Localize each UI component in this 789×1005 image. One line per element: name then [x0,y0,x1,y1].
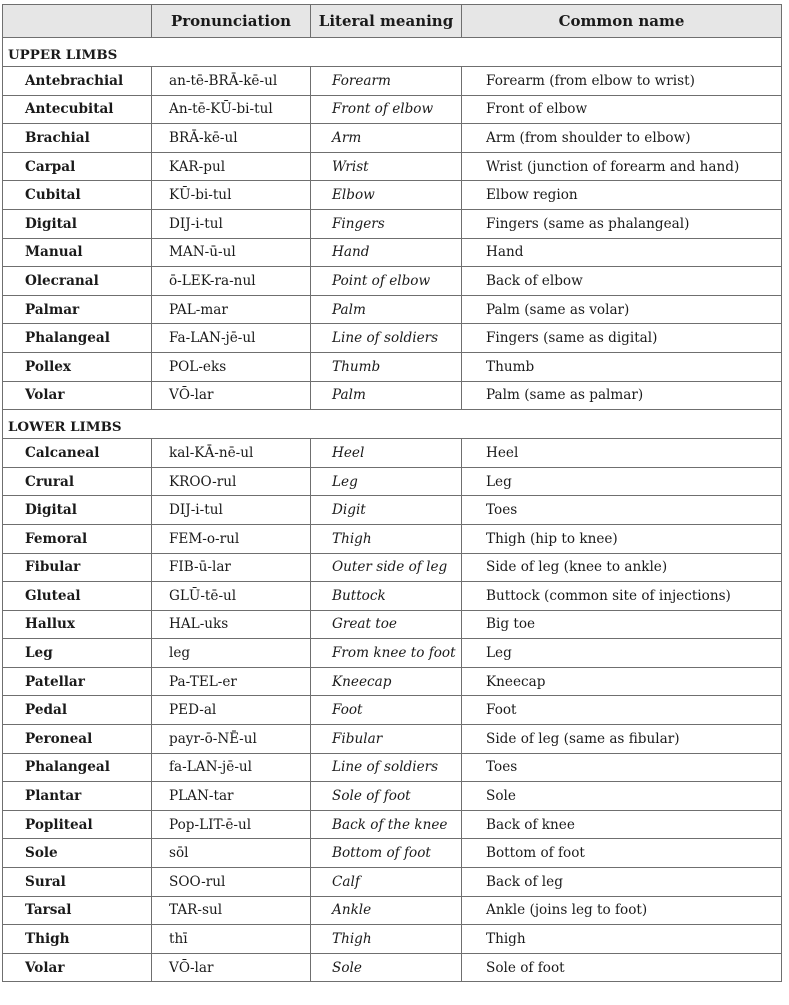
common-name-cell: Ankle (joins leg to foot) [462,896,782,925]
literal-meaning-cell: Ankle [311,896,462,925]
pronunciation-cell: payr-ō-NĒ-ul [152,725,311,754]
term-cell: Phalangeal [3,324,152,353]
common-name-cell: Arm (from shoulder to elbow) [462,124,782,153]
pronunciation-cell: Pop-LIT-ē-ul [152,810,311,839]
literal-meaning-cell: Thigh [311,524,462,553]
pronunciation-cell: Fa-LAN-jē-ul [152,324,311,353]
header-row [3,5,782,38]
literal-meaning-cell: Buttock [311,582,462,611]
literal-meaning-cell: Palm [311,295,462,324]
literal-meaning-cell: Elbow [311,181,462,210]
pronunciation-cell: POL-eks [152,352,311,381]
common-name-cell: Big toe [462,610,782,639]
term-cell: Digital [3,209,152,238]
common-name-cell: Hand [462,238,782,267]
table-row [3,753,782,782]
pronunciation-cell: HAL-uks [152,610,311,639]
pronunciation-cell: KROO-rul [152,467,311,496]
term-cell: Antebrachial [3,67,152,96]
term-cell: Olecranal [3,267,152,296]
term-cell: Patellar [3,667,152,696]
literal-meaning-cell: Front of elbow [311,95,462,124]
header-pronunciation: Pronunciation [152,5,311,38]
pronunciation-cell: GLŪ-tē-ul [152,582,311,611]
literal-meaning-cell: Fingers [311,209,462,238]
pronunciation-cell: FEM-o-rul [152,524,311,553]
common-name-cell: Sole of foot [462,953,782,982]
table-row [3,953,782,982]
header-term [3,5,152,38]
pronunciation-cell: fa-LAN-jē-ul [152,753,311,782]
common-name-cell: Toes [462,496,782,525]
table-row [3,524,782,553]
literal-meaning-cell: Arm [311,124,462,153]
pronunciation-cell: thī [152,925,311,954]
term-cell: Volar [3,953,152,982]
term-cell: Fibular [3,553,152,582]
table-row [3,95,782,124]
pronunciation-cell: An-tē-KŪ-bi-tul [152,95,311,124]
term-cell: Brachial [3,124,152,153]
common-name-cell: Thigh (hip to knee) [462,524,782,553]
pronunciation-cell: KŪ-bi-tul [152,181,311,210]
literal-meaning-cell: Thigh [311,925,462,954]
literal-meaning-cell: Line of soldiers [311,753,462,782]
term-cell: Popliteal [3,810,152,839]
literal-meaning-cell: Hand [311,238,462,267]
pronunciation-cell: DIJ-i-tul [152,209,311,238]
common-name-cell: Wrist (junction of forearm and hand) [462,152,782,181]
pronunciation-cell: kal-KĀ-nē-ul [152,439,311,468]
term-cell: Calcaneal [3,439,152,468]
section-header-row [3,410,782,439]
pronunciation-cell: ō-LEK-ra-nul [152,267,311,296]
term-cell: Femoral [3,524,152,553]
literal-meaning-cell: Point of elbow [311,267,462,296]
term-cell: Cubital [3,181,152,210]
table-row [3,352,782,381]
table-row [3,782,782,811]
pronunciation-cell: PED-al [152,696,311,725]
common-name-cell: Sole [462,782,782,811]
common-name-cell: Heel [462,439,782,468]
pronunciation-cell: FIB-ū-lar [152,553,311,582]
table-row [3,67,782,96]
common-name-cell: Thumb [462,352,782,381]
literal-meaning-cell: Wrist [311,152,462,181]
literal-meaning-cell: Digit [311,496,462,525]
table-row [3,238,782,267]
table-header [3,5,782,38]
term-cell: Digital [3,496,152,525]
table-row [3,496,782,525]
common-name-cell: Kneecap [462,667,782,696]
table-row [3,868,782,897]
common-name-cell: Palm (same as volar) [462,295,782,324]
pronunciation-cell: DIJ-i-tul [152,496,311,525]
common-name-cell: Forearm (from elbow to wrist) [462,67,782,96]
common-name-cell: Leg [462,639,782,668]
term-cell: Sole [3,839,152,868]
common-name-cell: Back of elbow [462,267,782,296]
common-name-cell: Bottom of foot [462,839,782,868]
term-cell: Phalangeal [3,753,152,782]
term-cell: Pedal [3,696,152,725]
header-common-name: Common name [462,5,782,38]
table-row [3,839,782,868]
term-cell: Manual [3,238,152,267]
literal-meaning-cell: Back of the knee [311,810,462,839]
pronunciation-cell: an-tē-BRĀ-kē-ul [152,67,311,96]
term-cell: Tarsal [3,896,152,925]
table-row [3,896,782,925]
term-cell: Sural [3,868,152,897]
pronunciation-cell: VŌ-lar [152,381,311,410]
common-name-cell: Fingers (same as phalangeal) [462,209,782,238]
pronunciation-cell: VŌ-lar [152,953,311,982]
table-row [3,439,782,468]
table-row [3,324,782,353]
term-cell: Plantar [3,782,152,811]
term-cell: Hallux [3,610,152,639]
table-row [3,667,782,696]
common-name-cell: Foot [462,696,782,725]
literal-meaning-cell: Outer side of leg [311,553,462,582]
pronunciation-cell: sōl [152,839,311,868]
common-name-cell: Fingers (same as digital) [462,324,782,353]
term-cell: Carpal [3,152,152,181]
literal-meaning-cell: Bottom of foot [311,839,462,868]
literal-meaning-cell: Palm [311,381,462,410]
literal-meaning-cell: Fibular [311,725,462,754]
term-cell: Leg [3,639,152,668]
table-row [3,181,782,210]
common-name-cell: Thigh [462,925,782,954]
term-cell: Peroneal [3,725,152,754]
common-name-cell: Toes [462,753,782,782]
term-cell: Volar [3,381,152,410]
literal-meaning-cell: Forearm [311,67,462,96]
table-row [3,725,782,754]
term-cell: Gluteal [3,582,152,611]
term-cell: Antecubital [3,95,152,124]
table-row [3,124,782,153]
literal-meaning-cell: From knee to foot [311,639,462,668]
header-literal-meaning: Literal meaning [311,5,462,38]
literal-meaning-cell: Thumb [311,352,462,381]
common-name-cell: Side of leg (same as fibular) [462,725,782,754]
pronunciation-cell: TAR-sul [152,896,311,925]
table-row [3,610,782,639]
term-cell: Crural [3,467,152,496]
table-row [3,696,782,725]
table-body [3,38,782,982]
literal-meaning-cell: Sole of foot [311,782,462,811]
common-name-cell: Buttock (common site of injections) [462,582,782,611]
pronunciation-cell: KAR-pul [152,152,311,181]
common-name-cell: Back of knee [462,810,782,839]
term-cell: Thigh [3,925,152,954]
literal-meaning-cell: Heel [311,439,462,468]
table-row [3,209,782,238]
common-name-cell: Palm (same as palmar) [462,381,782,410]
term-cell: Palmar [3,295,152,324]
pronunciation-cell: MAN-ū-ul [152,238,311,267]
table-row [3,152,782,181]
common-name-cell: Front of elbow [462,95,782,124]
term-cell: Pollex [3,352,152,381]
common-name-cell: Leg [462,467,782,496]
table-row [3,267,782,296]
table-row [3,582,782,611]
table-row [3,810,782,839]
literal-meaning-cell: Kneecap [311,667,462,696]
pronunciation-cell: leg [152,639,311,668]
table-row [3,925,782,954]
section-header-row [3,38,782,67]
literal-meaning-cell: Calf [311,868,462,897]
table-row [3,467,782,496]
literal-meaning-cell: Line of soldiers [311,324,462,353]
common-name-cell: Elbow region [462,181,782,210]
pronunciation-cell: PLAN-tar [152,782,311,811]
literal-meaning-cell: Foot [311,696,462,725]
common-name-cell: Side of leg (knee to ankle) [462,553,782,582]
pronunciation-cell: PAL-mar [152,295,311,324]
table-row [3,381,782,410]
pronunciation-cell: Pa-TEL-er [152,667,311,696]
section-title: UPPER LIMBS [3,38,782,67]
pronunciation-cell: BRĀ-kē-ul [152,124,311,153]
table-row [3,553,782,582]
literal-meaning-cell: Great toe [311,610,462,639]
literal-meaning-cell: Sole [311,953,462,982]
pronunciation-cell: SOO-rul [152,868,311,897]
literal-meaning-cell: Leg [311,467,462,496]
table-row [3,639,782,668]
table-row [3,295,782,324]
anatomical-terms-table [2,4,782,982]
common-name-cell: Back of leg [462,868,782,897]
section-title: LOWER LIMBS [3,410,782,439]
